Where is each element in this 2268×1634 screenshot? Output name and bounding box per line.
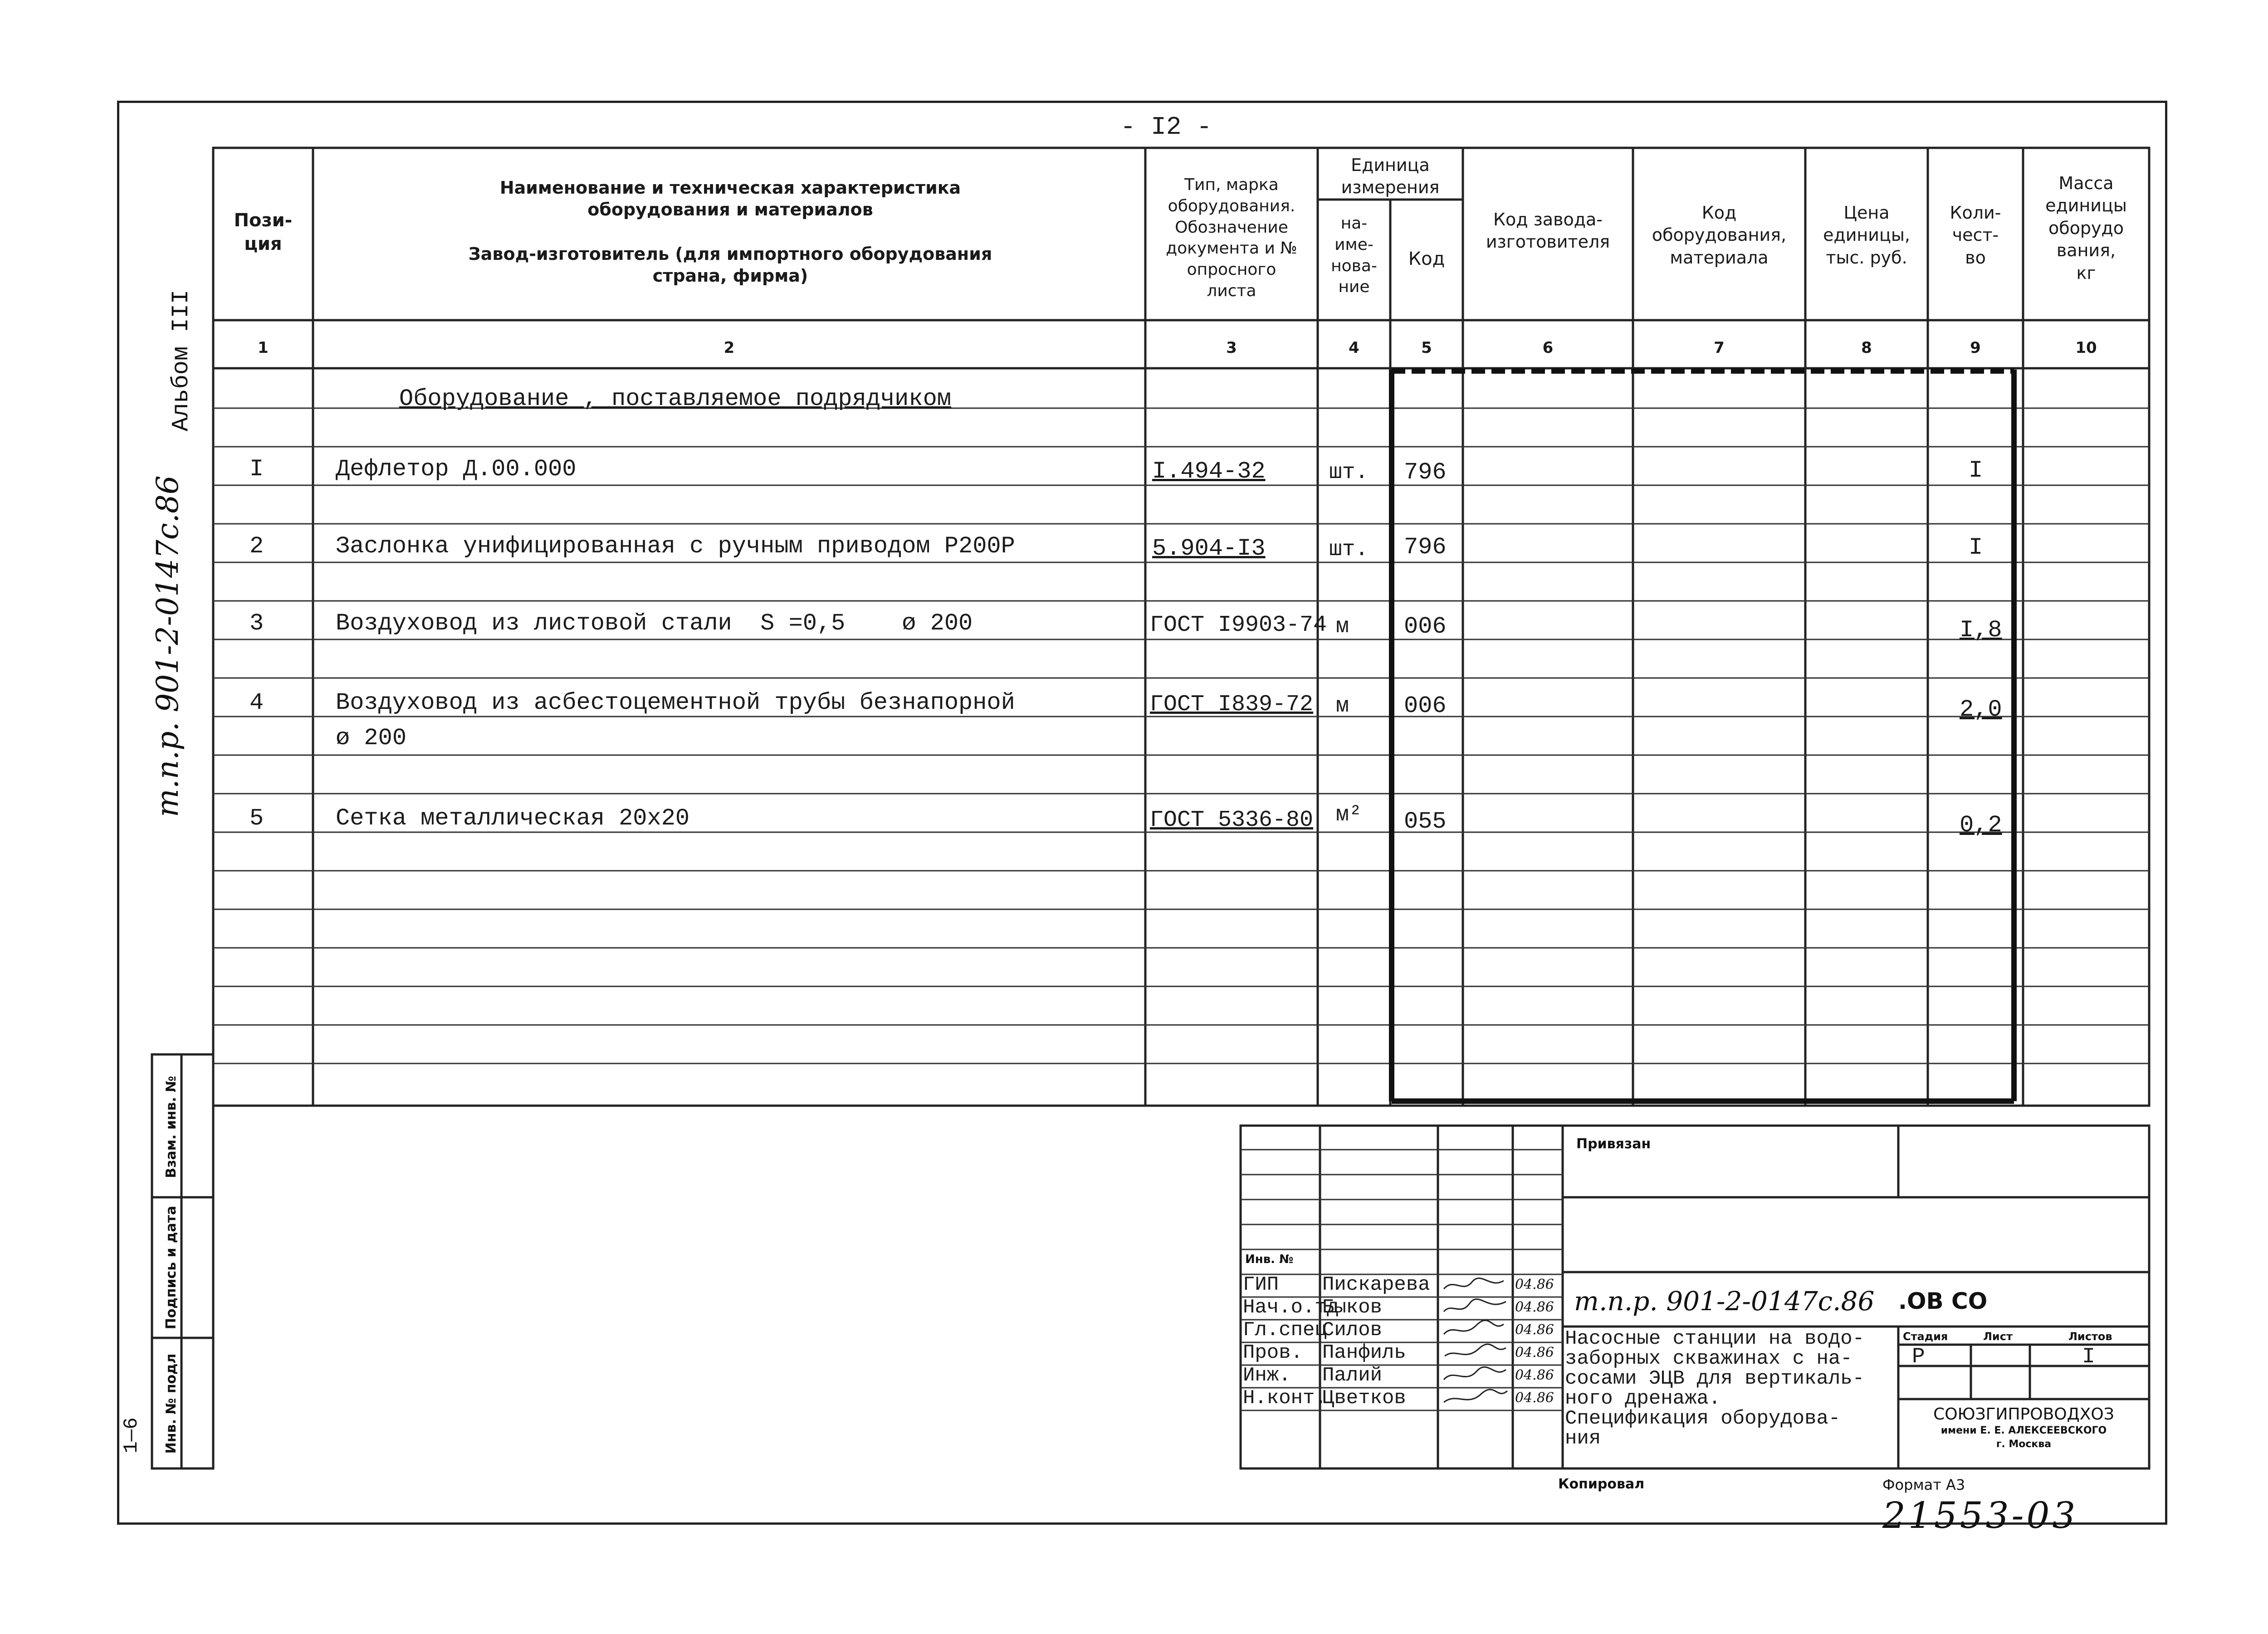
listov-label: Листов bbox=[2068, 1330, 2112, 1343]
col-num-5: 5 bbox=[1421, 339, 1432, 357]
row-3-type: ГОСТ I9903-74 bbox=[1150, 612, 1327, 638]
date-6: 04.86 bbox=[1515, 1390, 1554, 1406]
row-3-position: 3 bbox=[249, 610, 264, 637]
inv-label: Инв. № bbox=[1245, 1253, 1294, 1266]
doc-code: т.п.р. 901-2-0147с.86 bbox=[1574, 1286, 1875, 1317]
row-5-position: 5 bbox=[249, 805, 264, 832]
name-3: Силов bbox=[1322, 1319, 1383, 1341]
doc-suffix: .ОВ СО bbox=[1898, 1288, 1988, 1314]
col-num-10: 10 bbox=[2075, 339, 2097, 357]
strip-inv-podl: Инв. № подл bbox=[163, 1353, 179, 1454]
col-num-2: 2 bbox=[723, 339, 735, 357]
col-num-6: 6 bbox=[1542, 339, 1554, 357]
row-1-type: I.494-32 bbox=[1152, 458, 1266, 485]
strip-podpis: Подпись и дата bbox=[163, 1205, 179, 1330]
desc-line-2: заборных скважинах с на- bbox=[1565, 1347, 1853, 1370]
header-type: Тип, марка оборудования. Обозначение документа и № опросного листа bbox=[1166, 176, 1297, 300]
row-4-unit: м bbox=[1336, 694, 1349, 718]
role-5: Инж. bbox=[1243, 1364, 1291, 1387]
header-mass: Масса единицы оборудо вания, кг bbox=[2045, 173, 2127, 283]
role-4: Пров. bbox=[1243, 1341, 1303, 1364]
row-3-unit: м bbox=[1336, 615, 1349, 639]
col-num-9: 9 bbox=[1970, 339, 1981, 357]
row-1-name: Дефлетор Д.00.000 bbox=[336, 456, 577, 483]
header-unit-code: Код bbox=[1408, 249, 1445, 269]
desc-line-5: Спецификация оборудова- bbox=[1565, 1407, 1841, 1430]
date-1: 04.86 bbox=[1515, 1277, 1554, 1293]
header-equipment-code: Код оборудования, материала bbox=[1652, 203, 1787, 268]
row-3-code: 006 bbox=[1404, 613, 1447, 640]
role-1: ГИП bbox=[1243, 1273, 1279, 1296]
row-4-qty: 2,0 bbox=[1960, 696, 2002, 723]
row-4-name: Воздуховод из асбестоцементной трубы безнапорной bbox=[336, 689, 1015, 716]
row-1-code: 796 bbox=[1404, 459, 1447, 486]
header-name-line3: Завод-изготовитель (для импортного оборудования bbox=[468, 244, 992, 264]
col-num-1: 1 bbox=[258, 339, 269, 357]
row-4-name-line2: ø 200 bbox=[336, 725, 407, 751]
name-1: Пискарева bbox=[1322, 1273, 1430, 1296]
row-2-position: 2 bbox=[249, 533, 264, 560]
kopiroval-label: Копировал bbox=[1558, 1476, 1645, 1492]
row-2-name: Заслонка унифицированная с ручным приводом Р200Р bbox=[336, 533, 1015, 560]
row-2-type: 5.904-I3 bbox=[1152, 535, 1266, 562]
album-label: Альбом III bbox=[168, 289, 195, 432]
org-line-1: СОЮЗГИПРОВОДХОЗ bbox=[1933, 1405, 2114, 1424]
header-unit: Единица измерения bbox=[1341, 155, 1440, 198]
desc-line-1: Насосные станции на водо- bbox=[1565, 1327, 1865, 1350]
name-5: Палий bbox=[1322, 1364, 1383, 1387]
privyazan-label: Привязан bbox=[1576, 1136, 1651, 1152]
row-1-unit: шт. bbox=[1329, 460, 1369, 485]
org-line-3: г. Москва bbox=[1996, 1439, 2052, 1450]
name-2: Быков bbox=[1322, 1296, 1383, 1319]
date-3: 04.86 bbox=[1515, 1322, 1554, 1338]
row-2-unit: шт. bbox=[1329, 537, 1369, 562]
header-name-line2: оборудования и материалов bbox=[587, 200, 873, 219]
strip-vzam-inv: Взам. инв. № bbox=[163, 1076, 179, 1178]
col-num-3: 3 bbox=[1226, 339, 1237, 357]
format-label: Формат А3 bbox=[1882, 1476, 1965, 1493]
row-4-type: ГОСТ I839-72 bbox=[1150, 692, 1314, 717]
role-6: Н.конт. bbox=[1243, 1387, 1327, 1410]
header-factory-code: Код завода- изготовителя bbox=[1486, 210, 1610, 252]
desc-line-3: сосами ЭЦВ для вертикаль- bbox=[1565, 1367, 1865, 1390]
archive-number: 21553-03 bbox=[1882, 1494, 2078, 1536]
row-4-position: 4 bbox=[249, 689, 264, 716]
signatures bbox=[1440, 1275, 1510, 1411]
col-num-4: 4 bbox=[1349, 339, 1359, 357]
desc-line-4: ного дренажа. bbox=[1565, 1387, 1721, 1410]
row-2-qty: I bbox=[1969, 534, 1983, 561]
row-5-code: 055 bbox=[1404, 808, 1447, 835]
row-5-name: Сетка металлическая 20х20 bbox=[336, 805, 690, 832]
row-4-code: 006 bbox=[1404, 693, 1447, 719]
header-position: Пози- ция bbox=[234, 210, 293, 254]
left-mark: 1—6 bbox=[120, 1417, 143, 1454]
page-number: - I2 - bbox=[1120, 112, 1212, 141]
header-price: Цена единицы, тыс. руб. bbox=[1823, 203, 1910, 268]
listov-value: I bbox=[2082, 1345, 2095, 1369]
date-2: 04.86 bbox=[1515, 1299, 1554, 1315]
header-unit-name: на- име- нова- ние bbox=[1331, 214, 1377, 297]
row-5-qty: 0,2 bbox=[1960, 812, 2002, 839]
row-5-type: ГОСТ 5336-80 bbox=[1150, 807, 1314, 833]
header-name-line4: страна, фирма) bbox=[652, 266, 808, 286]
date-4: 04.86 bbox=[1515, 1345, 1554, 1361]
row-3-qty: I,8 bbox=[1960, 617, 2002, 644]
row-1-position: I bbox=[249, 456, 264, 483]
stadia-value: Р bbox=[1912, 1345, 1925, 1369]
project-code-vertical: т.п.р. 901-2-0147с.86 bbox=[150, 475, 185, 817]
col-num-8: 8 bbox=[1861, 339, 1872, 357]
section-title: Оборудование , поставляемое подрядчиком bbox=[399, 385, 951, 412]
header-quantity: Коли- чест- во bbox=[1950, 203, 2001, 268]
row-5-unit: м² bbox=[1336, 803, 1362, 827]
stadia-label: Стадия bbox=[1903, 1330, 1948, 1343]
name-4: Панфиль bbox=[1322, 1341, 1406, 1364]
date-5: 04.86 bbox=[1515, 1367, 1554, 1383]
desc-line-6: ния bbox=[1565, 1427, 1601, 1450]
row-2-code: 796 bbox=[1404, 534, 1447, 561]
row-1-qty: I bbox=[1969, 457, 1983, 484]
role-3: Гл.спец bbox=[1243, 1319, 1327, 1341]
role-2: Нач.о.тд bbox=[1243, 1296, 1339, 1319]
org-line-2: имени Е. Е. АЛЕКСЕЕВСКОГО bbox=[1941, 1425, 2107, 1436]
col-num-7: 7 bbox=[1714, 339, 1725, 357]
row-3-name: Воздуховод из листовой стали S =0,5 ø 200 bbox=[336, 610, 973, 637]
header-name-line1: Наименование и техническая характеристика bbox=[499, 178, 961, 198]
name-6: Цветков bbox=[1322, 1387, 1406, 1410]
list-label: Лист bbox=[1983, 1330, 2013, 1343]
